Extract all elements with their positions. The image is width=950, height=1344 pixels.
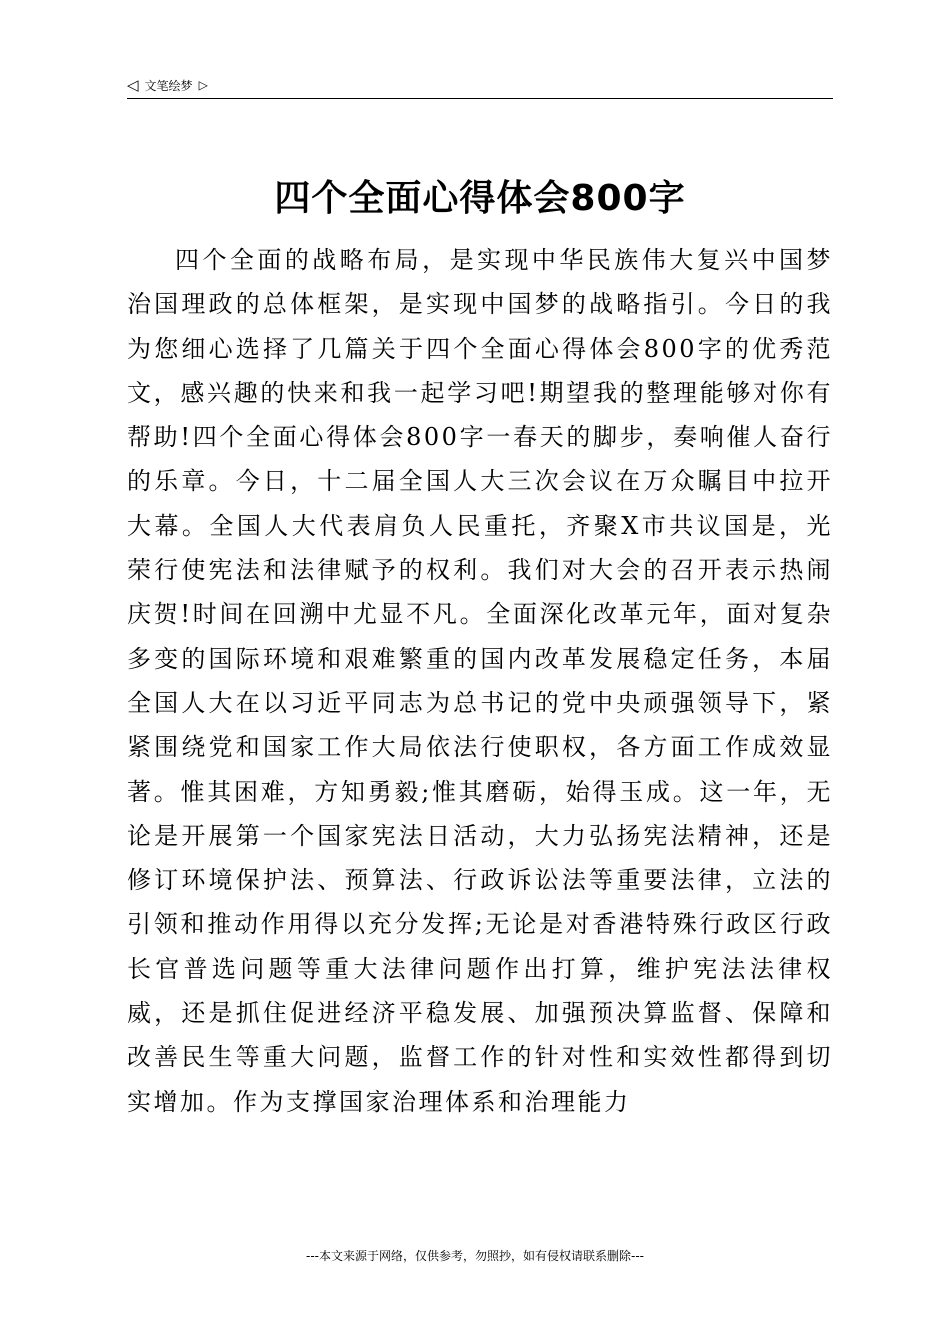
- page-footer: ---本文来源于网络，仅供参考，勿照抄，如有侵权请联系删除---: [306, 1249, 644, 1263]
- header-text: 文笔绘梦: [144, 78, 193, 93]
- page-header: [127, 72, 833, 99]
- triangle-right-icon: ▷: [198, 78, 208, 92]
- triangle-left-icon: ◁: [127, 75, 139, 94]
- document-body: 四个全面的战略布局，是实现中华民族伟大复兴中国梦治国理政的总体框架，是实现中国梦的战略指引。今日的我为您细心选择了几篇关于四个全面心得体会800字的优秀范文，感兴趣的快来和我一起学习吧!期望我的整理能够对你有帮助!四个全面心得体会800字一春天的脚步，奏响催人奋行的乐章。今日，十二届全国人大三次会议在万众瞩目中拉开大幕。全国人大代表肩负人民重托，齐聚X市共议国是，光荣行使宪法和法律赋予的权利。我们对大会的召开表示热闹庆贺!时间在回溯中尤显不凡。全面深化改革元年，面对复杂多变的国际环境和艰难繁重的国内改革发展稳定任务，本届全国人大在以习近平同志为总书记的党中央顽强领导下，紧紧围绕党和国家工作大局依法行使职权，各方面工作成效显著。惟其困难，方知勇毅;惟其磨砺，始得玉成。这一年，无论是开展第一个国家宪法日活动，大力弘扬宪法精神，还是修订环境保护法、预算法、行政诉讼法等重要法律，立法的引领和推动作用得以充分发挥;无论是对香港特殊行政区行政长官普选问题等重大法律问题作出打算，维护宪法法律权威，还是抓住促进经济平稳发展、加强预决算监督、保障和改善民生等重大问题，监督工作的针对性和实效性都得到切实增加。作为支撑国家治理体系和治理能力: [127, 246, 833, 1116]
- document-title: 四个全面心得体会800字: [274, 178, 686, 219]
